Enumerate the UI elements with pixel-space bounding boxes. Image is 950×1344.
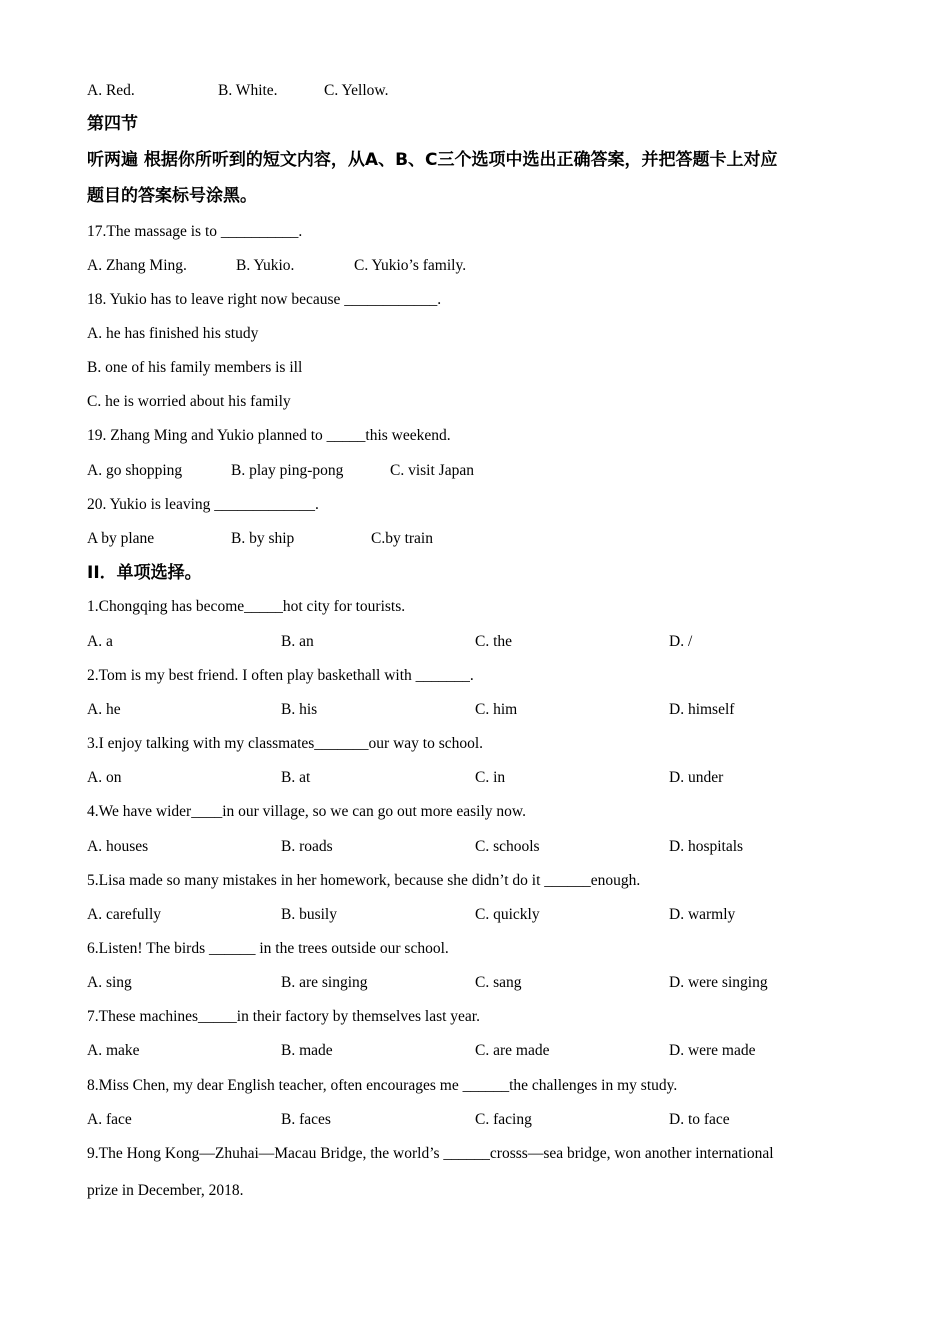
question-text: 17.The massage is to __________. <box>87 223 303 240</box>
instruction-line-2: 题目的答案标号涂黑。 <box>87 186 257 206</box>
option-b: B. one of his family members is ill <box>87 359 303 376</box>
option-b: B. Yukio. <box>236 257 295 274</box>
question-text: 7.These machines_____in their factory by themselves last year. <box>87 1008 480 1025</box>
option-d: D. were made <box>669 1042 756 1059</box>
option-c: C. are made <box>475 1042 550 1059</box>
option-a: A by plane <box>87 530 155 547</box>
option-a: A. go shopping <box>87 462 183 479</box>
option-b: B. made <box>281 1042 333 1059</box>
option-c: C.by train <box>371 530 433 547</box>
option-d: D. hospitals <box>669 838 744 855</box>
option-d: D. himself <box>669 701 735 718</box>
instruction-line-1: 听两遍 根据你所听到的短文内容，从A、B、C三个选项中选出正确答案，并把答题卡上对应 <box>87 150 778 170</box>
option-d: D. warmly <box>669 906 736 923</box>
option-b: B. his <box>281 701 318 718</box>
question-text: 1.Chongqing has become_____hot city for tourists. <box>87 598 406 615</box>
option-c: C. in <box>475 769 506 786</box>
question-text: 6.Listen! The birds ______ in the trees outside our school. <box>87 940 449 957</box>
option-c: C. the <box>475 633 513 650</box>
option-a: A. a <box>87 633 113 650</box>
question-text: 4.We have wider____in our village, so we can go out more easily now. <box>87 803 526 820</box>
question-text: 8.Miss Chen, my dear English teacher, often encourages me ______the challenges in my study. <box>87 1077 678 1094</box>
section-title: II．单项选择。 <box>87 563 202 583</box>
option-a: A. make <box>87 1042 140 1059</box>
option-a: A. sing <box>87 974 132 991</box>
option-d: D. under <box>669 769 724 786</box>
option-c: C. schools <box>475 838 540 855</box>
option-c: C. facing <box>475 1111 532 1128</box>
question-text: 3.I enjoy talking with my classmates_______our way to school. <box>87 735 484 752</box>
option-b: B. play ping-pong <box>231 462 344 479</box>
section-title: 第四节 <box>87 114 138 134</box>
option-a: A. he has finished his study <box>87 325 259 342</box>
question-text: 19. Zhang Ming and Yukio planned to _____this weekend. <box>87 427 451 444</box>
option-a: A. on <box>87 769 122 786</box>
option-c: C. Yukio’s family. <box>354 257 467 274</box>
option-a: A. houses <box>87 838 149 855</box>
option-d: D. / <box>669 633 693 650</box>
option-b: B. White. <box>218 82 278 99</box>
option-b: B. an <box>281 633 314 650</box>
option-c: C. sang <box>475 974 522 991</box>
question-text: 18. Yukio has to leave right now because ____________. <box>87 291 442 308</box>
option-c: C. Yellow. <box>324 82 389 99</box>
option-c: C. he is worried about his family <box>87 393 291 410</box>
option-c: C. quickly <box>475 906 540 923</box>
option-c: C. him <box>475 701 518 718</box>
option-a: A. face <box>87 1111 132 1128</box>
option-b: B. by ship <box>231 530 295 547</box>
option-a: A. he <box>87 701 121 718</box>
question-text-continued: prize in December, 2018. <box>87 1182 244 1199</box>
question-text: 2.Tom is my best friend. I often play baskethall with _______. <box>87 667 474 684</box>
option-a: A. Zhang Ming. <box>87 257 187 274</box>
question-text: 20. Yukio is leaving _____________. <box>87 496 319 513</box>
question-text: 9.The Hong Kong—Zhuhai—Macau Bridge, the world’s ______crosss—sea bridge, won another international <box>87 1145 774 1162</box>
option-d: D. were singing <box>669 974 768 991</box>
option-b: B. roads <box>281 838 333 855</box>
option-c: C. visit Japan <box>390 462 474 479</box>
option-a: A. Red. <box>87 82 135 99</box>
option-b: B. faces <box>281 1111 331 1128</box>
option-d: D. to face <box>669 1111 730 1128</box>
option-a: A. carefully <box>87 906 162 923</box>
option-b: B. are singing <box>281 974 368 991</box>
question-text: 5.Lisa made so many mistakes in her homework, because she didn’t do it ______enough. <box>87 872 641 889</box>
option-b: B. at <box>281 769 311 786</box>
option-b: B. busily <box>281 906 337 923</box>
